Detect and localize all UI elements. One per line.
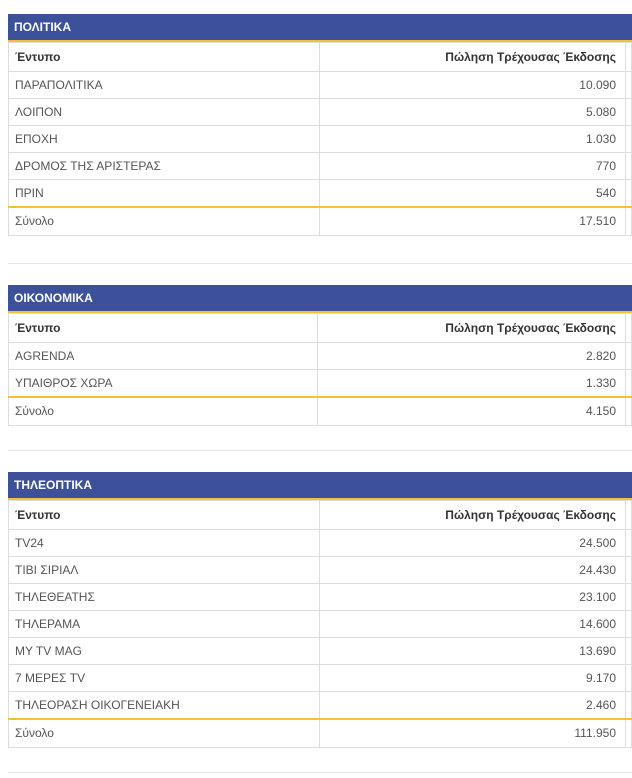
column-spacer [626,584,632,611]
column-spacer [626,314,632,343]
column-spacer [626,530,632,557]
table-row [9,611,632,638]
row-sales: 10.090 [320,72,626,99]
table-row [9,557,632,584]
column-header-sales: Πώληση Τρέχουσας Έκδοσης [318,314,626,343]
column-spacer [626,665,632,692]
section-divider [8,263,632,264]
row-title: MY TV MAG [9,638,320,665]
total-value: 4.150 [318,397,626,426]
row-title: ΠΑΡΑΠΟΛΙΤΙΚΑ [9,72,320,99]
row-title: ΠΡΙΝ [9,180,320,207]
section-politika [8,14,632,236]
column-spacer [626,638,632,665]
table-row [9,665,632,692]
row-sales: 540 [320,180,626,207]
column-spacer [626,343,632,370]
column-spacer [626,719,632,748]
row-title: AGRENDA [9,343,318,370]
table-row [9,72,632,99]
column-spacer [626,43,632,72]
table-row [9,99,632,126]
table-row [9,180,632,207]
section-divider [8,772,632,773]
total-value: 111.950 [320,719,626,748]
total-label: Σύνολο [9,207,320,236]
table-row [9,692,632,719]
table-row [9,370,632,397]
section-oikonomika [8,285,632,426]
row-sales: 2.820 [318,343,626,370]
column-header-title: Έντυπο [9,501,320,530]
row-title: ΤΙΒΙ ΣΙΡΙΑΛ [9,557,320,584]
table-header-row [9,43,632,72]
row-sales: 13.690 [320,638,626,665]
table-row [9,530,632,557]
row-sales: 23.100 [320,584,626,611]
row-sales: 1.030 [320,126,626,153]
row-sales: 9.170 [320,665,626,692]
section-tileoptika [8,472,632,748]
column-header-sales: Πώληση Τρέχουσας Έκδοσης [320,501,626,530]
table-row [9,153,632,180]
column-header-title: Έντυπο [9,314,318,343]
section-divider [8,450,632,451]
section-title: ΠΟΛΙΤΙΚΑ [8,14,632,42]
table-row [9,343,632,370]
row-title: TV24 [9,530,320,557]
column-spacer [626,126,632,153]
total-value: 17.510 [320,207,626,236]
row-sales: 14.600 [320,611,626,638]
row-sales: 2.460 [320,692,626,719]
total-row [9,397,632,426]
table-row [9,638,632,665]
row-sales: 24.500 [320,530,626,557]
column-spacer [626,99,632,126]
column-spacer [626,207,632,236]
column-spacer [626,370,632,397]
row-title: ΤΗΛΕΘΕΑΤΗΣ [9,584,320,611]
row-title: ΥΠΑΙΘΡΟΣ ΧΩΡΑ [9,370,318,397]
table-header-row [9,501,632,530]
column-spacer [626,692,632,719]
table-row [9,126,632,153]
column-spacer [626,153,632,180]
column-header-title: Έντυπο [9,43,320,72]
row-sales: 24.430 [320,557,626,584]
section-title: ΤΗΛΕΟΠΤΙΚΑ [8,472,632,500]
sales-table [8,313,632,426]
table-header-row [9,314,632,343]
row-title: ΔΡΟΜΟΣ ΤΗΣ ΑΡΙΣΤΕΡΑΣ [9,153,320,180]
column-spacer [626,501,632,530]
total-row [9,719,632,748]
table-row [9,584,632,611]
row-title: ΕΠΟΧΗ [9,126,320,153]
column-spacer [626,180,632,207]
total-row [9,207,632,236]
column-header-sales: Πώληση Τρέχουσας Έκδοσης [320,43,626,72]
sales-table [8,42,632,236]
column-spacer [626,611,632,638]
section-title: ΟΙΚΟΝΟΜΙΚΑ [8,285,632,313]
column-spacer [626,397,632,426]
column-spacer [626,72,632,99]
row-title: ΛΟΙΠΟΝ [9,99,320,126]
total-label: Σύνολο [9,719,320,748]
row-title: ΤΗΛΕΟΡΑΣΗ ΟΙΚΟΓΕΝΕΙΑΚΗ [9,692,320,719]
row-title: ΤΗΛΕΡΑΜΑ [9,611,320,638]
sales-table [8,500,632,748]
total-label: Σύνολο [9,397,318,426]
row-title: 7 ΜΕΡΕΣ TV [9,665,320,692]
row-sales: 770 [320,153,626,180]
row-sales: 5.080 [320,99,626,126]
row-sales: 1.330 [318,370,626,397]
column-spacer [626,557,632,584]
